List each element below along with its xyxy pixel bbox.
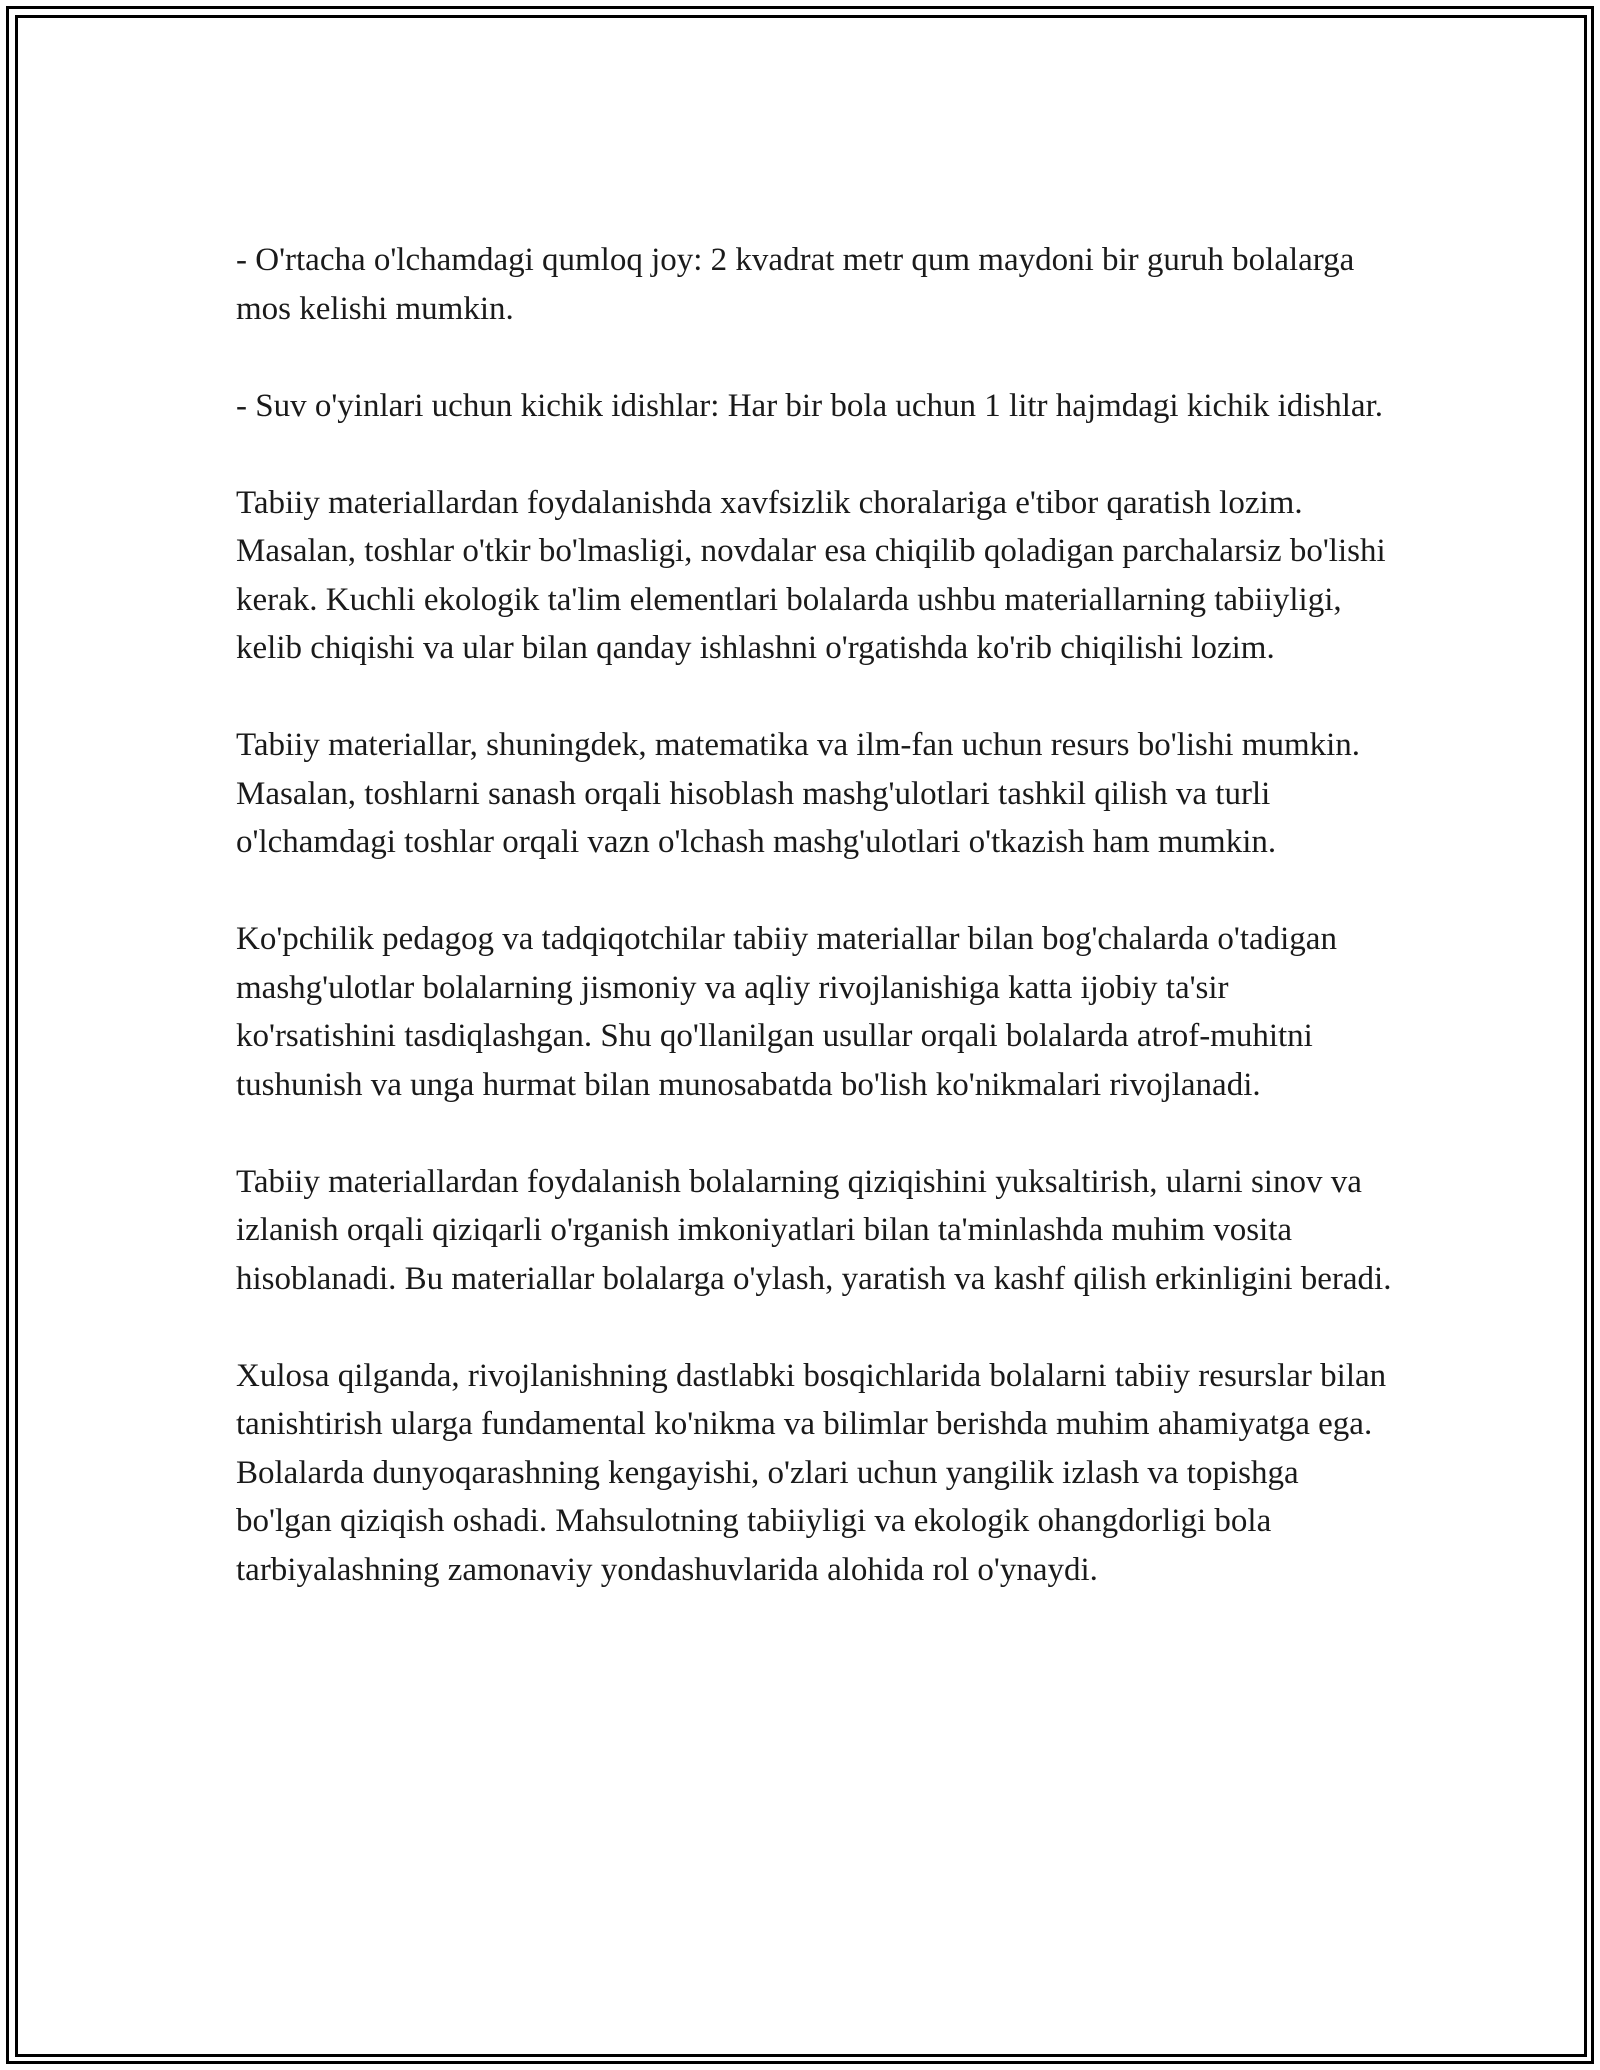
paragraph-research: Ko'pchilik pedagog va tadqiqotchilar tabiiy materiallar bilan bog'chalarda o'tadigan mashg'ulotlar bolalarning jismoniy va aqliy rivojlanishiga katta ijobiy ta'sir ko'rsatishini tasdiqlashgan. Shu qo'llanilgan usullar orqali bolalarda atrof-muhitni tushunish va unga hurmat bilan munosabatda bo'lish ko'nikmalari rivojlanadi. xyxy=(236,921,1337,1103)
paragraph-sand-area: - O'rtacha o'lchamdagi qumloq joy: 2 kvadrat metr qum maydoni bir guruh bolalarga mos kelishi mumkin. xyxy=(236,242,1355,327)
paragraph-safety: Tabiiy materiallardan foydalanishda xavfsizlik choralariga e'tibor qaratish lozim. Masalan, toshlar o'tkir bo'lmasligi, novdalar esa chiqilib qoladigan parchalarsiz bo'lishi kerak. Kuchli ekologik ta'lim elementlari bolalarda ushbu materiallarning tabiiyligi, kelib chiqishi va ular bilan qanday ishlashni o'rgatishda ko'rib chiqilishi lozim. xyxy=(236,484,1386,666)
paragraph-curiosity: Tabiiy materiallardan foydalanish bolalarning qiziqishini yuksaltirish, ularni sinov va izlanish orqali qiziqarli o'rganish imkoniyatlari bilan ta'minlashda muhim vosita hisoblanadi. Bu materiallar bolalarga o'ylash, yaratish va kashf qilish erkinligini beradi. xyxy=(236,1163,1392,1297)
paragraph-water-containers: - Suv o'yinlari uchun kichik idishlar: Har bir bola uchun 1 litr hajmdagi kichik idishlar. xyxy=(236,387,1383,424)
paragraph-conclusion: Xulosa qilganda, rivojlanishning dastlabki bosqichlarida bolalarni tabiiy resurslar bilan tanishtirish ularga fundamental ko'nikma va bilimlar berishda muhim ahamiyatga ega. Bolalarda dunyoqarashning kengayishi, o'zlari uchun yangilik izlash va topishga bo'lgan qiziqish oshadi. Mahsulotning tabiiyligi va ekologik ohangdorligi bola tarbiyalashning zamonaviy yondashuvlarida alohida rol o'ynaydi. xyxy=(236,1357,1387,1588)
paragraph-math-science: Tabiiy materiallar, shuningdek, matematika va ilm-fan uchun resurs bo'lishi mumkin. Masalan, toshlarni sanash orqali hisoblash mashg'ulotlari tashkil qilish va turli o'lchamdagi toshlar orqali vazn o'lchash mashg'ulotlari o'tkazish ham mumkin. xyxy=(236,727,1361,860)
document-body xyxy=(236,236,1396,1594)
